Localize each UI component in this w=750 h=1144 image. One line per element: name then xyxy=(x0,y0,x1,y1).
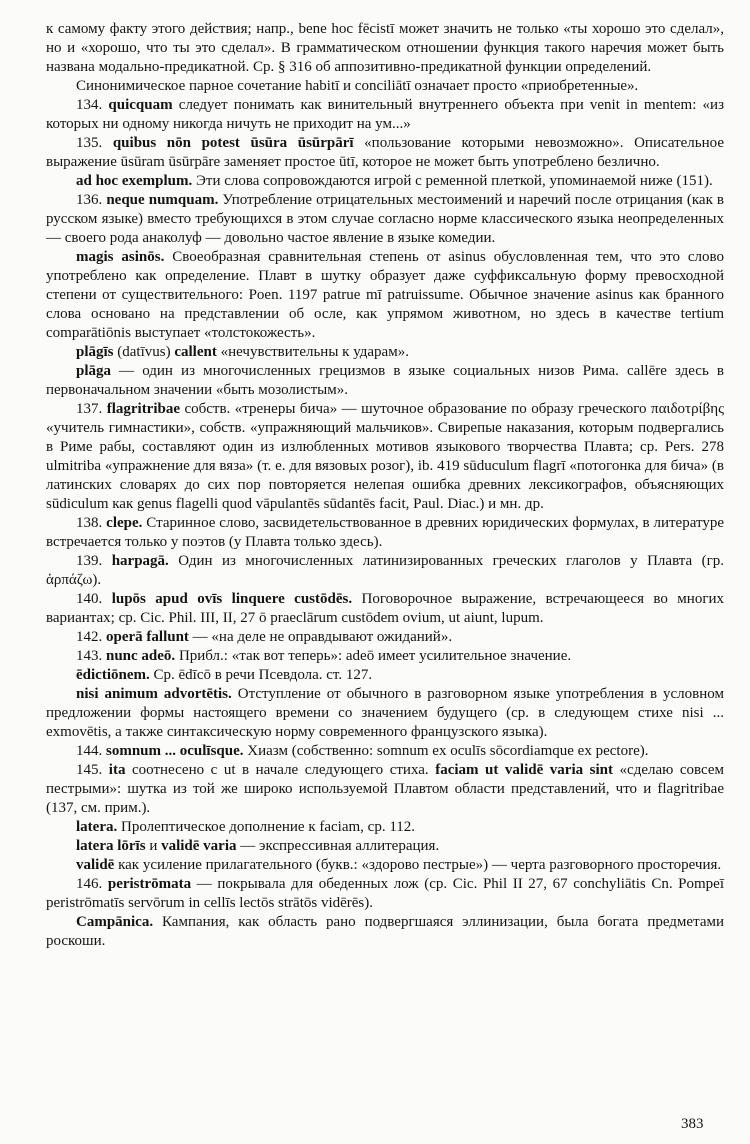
lemma-text: operā fallunt xyxy=(106,629,189,645)
commentary-paragraph xyxy=(46,248,724,343)
paragraph-text: следует понимать как винительный внутреннего объекта при venit in mentem: «из которых ни одному никогда ничуть не приходит на ум...» xyxy=(46,97,724,132)
commentary-paragraph xyxy=(46,590,724,628)
commentary-paragraph xyxy=(46,837,724,856)
paragraph-text: Хиазм (собственно: somnum ex oculīs sōcordiamque ex pectore). xyxy=(243,743,649,759)
lemma-text: ad hoc exemplum. xyxy=(76,173,193,189)
paragraph-text: — экспрессивная аллитерация. xyxy=(236,838,440,854)
paragraph-text: и xyxy=(145,838,162,854)
page-number: 383 xyxy=(681,1116,704,1132)
commentary-paragraph xyxy=(46,818,724,837)
commentary-paragraph xyxy=(46,191,724,248)
paragraph-text: 140. xyxy=(76,591,112,607)
lemma-text: validē varia xyxy=(161,838,237,854)
paragraph-text: 135. xyxy=(76,135,113,151)
commentary-paragraph xyxy=(46,362,724,400)
lemma-text: nunc adeō. xyxy=(106,648,176,664)
paragraph-text: 142. xyxy=(76,629,106,645)
paragraph-text: Отступление от обычного в разговорном языке употребления в условном предложении формы настоящего времени со значением будущего (ср. в следующем стихе nisi ... exmovētis, а также синтаксическую норму современного французского языка). xyxy=(46,686,724,740)
paragraph-text: к самому факту этого действия; напр., bene hoc fēcistī может значить не только «ты хорошо это сделал», но и «хорошо, что ты это сделал». В грамматическом отношении функция такого наречия может быть названа модально-предикатной. Ср. § 316 об аппозитивно-предикатной функции определений. xyxy=(46,21,724,75)
commentary-paragraph xyxy=(46,77,724,96)
lemma-text: magis asinōs. xyxy=(76,249,165,265)
paragraph-text: Эти слова сопровождаются игрой с ременной плеткой, упоминаемой ниже (151). xyxy=(192,173,713,189)
paragraph-text: Синонимическое парное сочетание habitī и conciliātī означает просто «приобретенные». xyxy=(76,78,639,94)
paragraph-text: Кампания, как область рано подвергшаяся эллинизации, была богата предметами роскоши. xyxy=(46,914,724,949)
paragraph-text: 145. xyxy=(76,762,109,778)
commentary-paragraph xyxy=(46,666,724,685)
commentary-paragraph xyxy=(46,628,724,647)
commentary-paragraph xyxy=(46,343,724,362)
paragraph-text: как усиление прилагательного (букв.: «здорово пестрые») — черта разговорного просторечия. xyxy=(114,857,722,873)
commentary-paragraph xyxy=(46,685,724,742)
paragraph-text: «сделаю совсем пестрыми»: шутка из той же широко используемой Плавтом области представлений, что и flagritribae (137, см. прим.). xyxy=(46,762,725,816)
lemma-text: Campānica. xyxy=(76,914,154,930)
lemma-text: lupōs apud ovīs linquere custōdēs. xyxy=(111,591,353,607)
paragraph-text: — покрывала для обеденных лож (ср. Cic. Phil II 27, 67 conchyliātis Cn. Pompeī peristrōmatīs servōrum in cellīs lectōs strātōs vidērēs). xyxy=(46,876,725,911)
paragraph-text: Своеобразная сравнительная степень от asinus обусловленная тем, что это слово употреблено как определение. Плавт в шутку образует даже суффиксальную форму превосходной степени от существительного: Poen. 1197 patrue mī patruissume. Обычное значение asinus как бранного слова основано на представлении об осле, как упрямом животном, но здесь в качестве tertium comparātiōnis выступает «толстокожесть». xyxy=(46,249,724,341)
commentary-paragraph xyxy=(46,134,724,172)
paragraph-text: 146. xyxy=(76,876,108,892)
lemma-text: latera lōrīs xyxy=(76,838,146,854)
lemma-text: latera. xyxy=(76,819,118,835)
paragraph-text: Один из многочисленных латинизированных греческих глаголов у Плавта (гр. ἁρπάζω). xyxy=(46,553,725,588)
lemma-text: nisi animum advortētis. xyxy=(76,686,232,702)
paragraph-text: Поговорочное выражение, встречающееся во многих вариантах; ср. Cic. Phil. III, II, 27 ō praeclārum custōdem ovium, ut aiunt, lupum. xyxy=(46,591,724,626)
commentary-paragraph xyxy=(46,20,724,77)
lemma-text: plāga xyxy=(76,363,112,379)
paragraph-text: 138. xyxy=(76,515,107,531)
commentary-paragraph xyxy=(46,875,724,913)
paragraph-text: 134. xyxy=(76,97,109,113)
lemma-text: quicquam xyxy=(108,97,173,113)
paragraph-text: соотнесено с ut в начале следующего стиха. xyxy=(125,762,436,778)
paragraph-text: 139. xyxy=(76,553,112,569)
lemma-text: ita xyxy=(108,762,126,778)
lemma-text: quibus nōn potest ūsūra ūsūrpārī xyxy=(112,135,354,151)
paragraph-text: Прибл.: «так вот теперь»: adeō имеет усилительное значение. xyxy=(175,648,572,664)
lemma-text: faciam ut validē varia sint xyxy=(435,762,613,778)
lemma-text: peristrōmata xyxy=(107,876,192,892)
commentary-paragraph xyxy=(46,172,724,191)
commentary-paragraph xyxy=(46,552,724,590)
commentary-paragraph xyxy=(46,96,724,134)
lemma-text: clepe. xyxy=(106,515,143,531)
paragraph-text: Употребление отрицательных местоимений и наречий после отрицания (как в русском языке) вместо требующихся в этом случае согласно норме классического языка неопределенных — своего рода анаколуф — довольно частое явление в языке комедии. xyxy=(46,192,725,246)
lemma-text: callent xyxy=(174,344,217,360)
paragraph-text: — «на деле не оправдывают ожиданий». xyxy=(188,629,453,645)
paragraph-text: (datīvus) xyxy=(113,344,175,360)
commentary-paragraph xyxy=(46,856,724,875)
lemma-text: ēdictiōnem. xyxy=(76,667,150,683)
commentary-paragraph xyxy=(46,647,724,666)
commentary-paragraph xyxy=(46,742,724,761)
lemma-text: somnum ... oculīsque. xyxy=(106,743,244,759)
lemma-text: plāgīs xyxy=(76,344,114,360)
lemma-text: validē xyxy=(76,857,115,873)
lemma-text: neque numquam. xyxy=(106,192,219,208)
commentary-paragraph xyxy=(46,761,724,818)
commentary-text xyxy=(46,20,724,951)
paragraph-text: 136. xyxy=(76,192,107,208)
paragraph-text: 144. xyxy=(76,743,106,759)
paragraph-text: — один из многочисленных грецизмов в языке социальных низов Рима. callēre здесь в первоначальном значении «быть мозолистым». xyxy=(46,363,724,398)
commentary-paragraph xyxy=(46,514,724,552)
paragraph-text: Пролептическое дополнение к faciam, ср. 112. xyxy=(117,819,416,835)
paragraph-text: «нечувствительны к ударам». xyxy=(216,344,409,360)
paragraph-text: 137. xyxy=(76,401,107,417)
paragraph-text: Старинное слово, засвидетельствованное в древних юридических формулах, в литературе встречается только у поэтов (у Плавта только здесь). xyxy=(46,515,725,550)
commentary-paragraph xyxy=(46,400,724,514)
paragraph-text: 143. xyxy=(76,648,106,664)
commentary-paragraph xyxy=(46,913,724,951)
paragraph-text: Ср. ēdīcō в речи Псевдола. ст. 127. xyxy=(149,667,373,683)
lemma-text: flagritribae xyxy=(106,401,181,417)
lemma-text: harpagā. xyxy=(111,553,169,569)
paragraph-text: «пользование которыми невозможно». Описательное выражение ūsūram ūsūrpāre заменяет простое ūtī, которое не может быть употреблено безлично. xyxy=(46,135,725,170)
paragraph-text: собств. «тренеры бича» — шуточное образование по образу греческого παιδοτρίβης «учитель гимнастики», собств. «упражняющий мальчиков». Свирепые наказания, которым подвергались в Риме рабы, составляют один из излюбленных мотивов языкового творчества Плавта; ср. Pers. 278 ulmitriba «упражнение для вяза» (т. е. для вязовых розог), ib. 419 sūduculum flagrī «потогонка для бича» (в латинских словарях до сих пор повторяется нелепая ошибка древних лексикографов, объясняющих sūdiculum как genus flagelli quod vāpulantēs sūdantēs facit, Paul. Diac.) и мн. др. xyxy=(46,401,725,512)
